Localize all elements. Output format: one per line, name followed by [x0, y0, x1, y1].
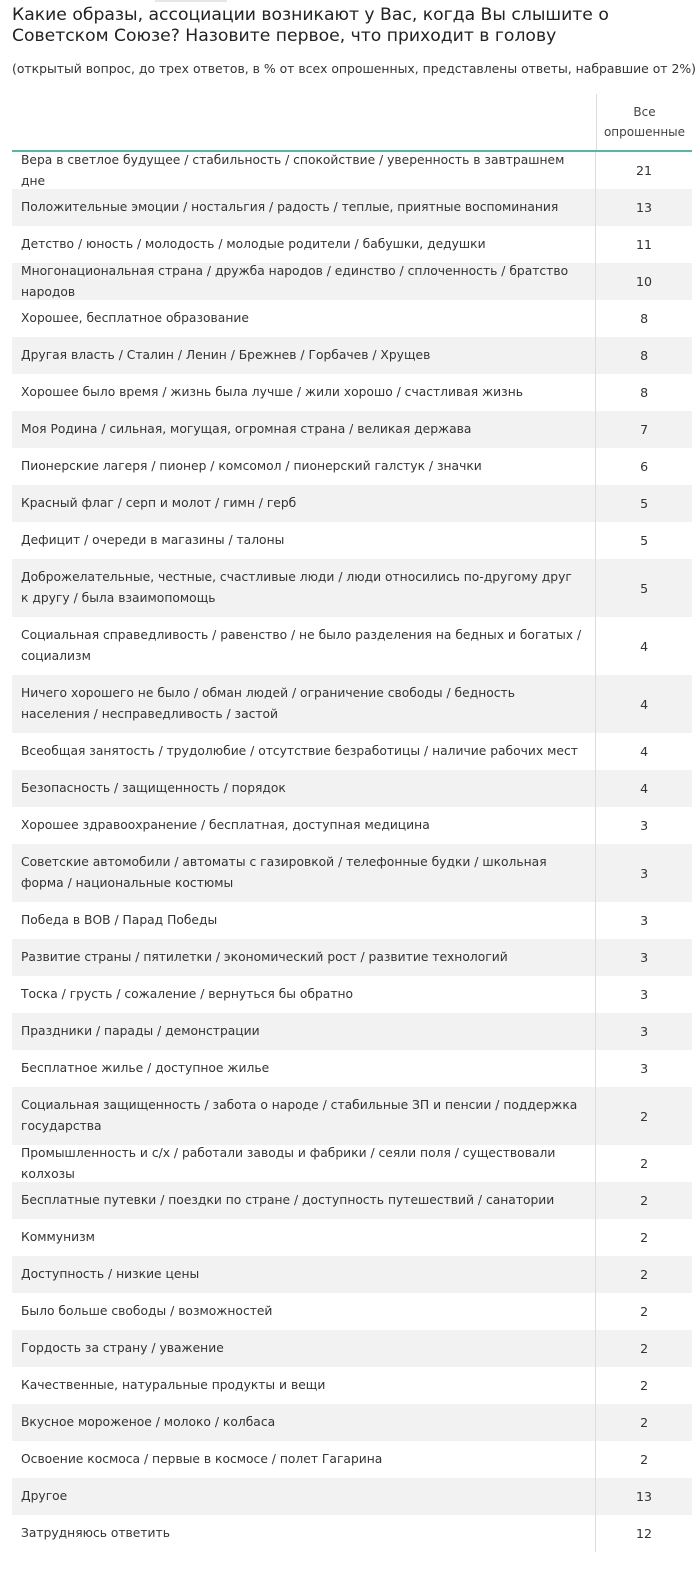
table-row	[12, 189, 692, 226]
row-label: Победа в ВОВ / Парад Победы	[21, 913, 218, 927]
table-row	[12, 485, 692, 522]
row-label: Детство / юность / молодость / молодые родители / бабушки, дедушки	[21, 237, 486, 251]
row-label: Затрудняюсь ответить	[21, 1526, 170, 1540]
row-label: Доступность / низкие цены	[21, 1267, 200, 1281]
table-row	[12, 1256, 692, 1293]
row-label: Качественные, натуральные продукты и вещи	[21, 1378, 326, 1392]
table-row	[12, 374, 692, 411]
row-value: 3	[595, 1050, 692, 1087]
row-label: Безопасность / защищенность / порядок	[21, 781, 286, 795]
row-label: Было больше свободы / возможностей	[21, 1304, 273, 1318]
row-value: 2	[595, 1367, 692, 1404]
table-row	[12, 263, 692, 300]
row-value: 13	[595, 1478, 692, 1515]
row-label: Бесплатное жилье / доступное жилье	[21, 1061, 270, 1075]
row-label: Хорошее здравоохранение / бесплатная, доступная медицина	[21, 818, 430, 832]
row-label: Красный флаг / серп и молот / гимн / герб	[21, 496, 297, 510]
table-row	[12, 226, 692, 263]
table-row	[12, 1182, 692, 1219]
row-value: 3	[595, 844, 692, 902]
table-row	[12, 411, 692, 448]
row-label: Другое	[21, 1489, 68, 1503]
row-value: 5	[595, 522, 692, 559]
table-row	[12, 1330, 692, 1367]
table-row	[12, 300, 692, 337]
row-label: Вкусное мороженое / молоко / колбаса	[21, 1415, 276, 1429]
table-row	[12, 902, 692, 939]
row-label: Дефицит / очереди в магазины / талоны	[21, 533, 285, 547]
results-table	[12, 94, 692, 1552]
row-value: 2	[595, 1145, 692, 1182]
question-subtitle: (открытый вопрос, до трех ответов, в % от всех опрошенных, представлены ответы, набравшие от 2%)	[12, 61, 696, 76]
table-row	[12, 152, 692, 189]
row-value: 4	[595, 770, 692, 807]
table-row	[12, 1515, 692, 1552]
row-value: 3	[595, 902, 692, 939]
top-divider	[155, 0, 227, 2]
row-value: 7	[595, 411, 692, 448]
table-body	[12, 152, 692, 1552]
row-label: Социальная защищенность / забота о народе / стабильные ЗП и пенсии / поддержка государства	[21, 1098, 578, 1133]
row-value: 8	[595, 374, 692, 411]
row-value: 3	[595, 807, 692, 844]
row-value: 2	[595, 1293, 692, 1330]
row-label: Моя Родина / сильная, могущая, огромная страна / великая держава	[21, 422, 472, 436]
row-label: Промышленность и с/х / работали заводы и фабрики / сеяли поля / существовали колхозы	[21, 1145, 556, 1181]
row-value: 8	[595, 300, 692, 337]
row-label: Хорошее, бесплатное образование	[21, 311, 249, 325]
row-label: Доброжелательные, честные, счастливые люди / люди относились по-другому друг к другу / была взаимопомощь	[21, 570, 572, 605]
row-value: 2	[595, 1441, 692, 1478]
table-row	[12, 1478, 692, 1515]
row-label: Многонациональная страна / дружба народов / единство / сплоченность / братство народов	[21, 263, 569, 299]
row-value: 4	[595, 733, 692, 770]
table-row	[12, 522, 692, 559]
row-value: 3	[595, 939, 692, 976]
table-row	[12, 976, 692, 1013]
row-label: Другая власть / Сталин / Ленин / Брежнев / Горбачев / Хрущев	[21, 348, 431, 362]
row-value: 10	[595, 263, 692, 300]
table-row	[12, 675, 692, 733]
row-label: Гордость за страну / уважение	[21, 1341, 224, 1355]
table-row	[12, 770, 692, 807]
row-value: 4	[595, 675, 692, 733]
table-row	[12, 559, 692, 617]
row-value: 12	[595, 1515, 692, 1552]
row-label: Советские автомобили / автоматы с газировкой / телефонные будки / школьная форма / национальные костюмы	[21, 855, 547, 890]
table-row	[12, 1293, 692, 1330]
table-row	[12, 1050, 692, 1087]
row-value: 3	[595, 976, 692, 1013]
table-row	[12, 807, 692, 844]
question-title: Какие образы, ассоциации возникают у Вас, когда Вы слышите о Советском Союзе? Назовите первое, что приходит в голову	[12, 5, 609, 46]
row-value: 5	[595, 485, 692, 522]
table-row	[12, 448, 692, 485]
table-row	[12, 1145, 692, 1182]
table-row	[12, 1367, 692, 1404]
row-value: 5	[595, 559, 692, 617]
row-value: 2	[595, 1330, 692, 1367]
table-row	[12, 1013, 692, 1050]
row-value: 11	[595, 226, 692, 263]
row-label: Ничего хорошего не было / обман людей / ограничение свободы / бедность населения / несправедливость / застой	[21, 686, 515, 721]
table-row	[12, 1404, 692, 1441]
row-value: 8	[595, 337, 692, 374]
row-label: Социальная справедливость / равенство / не было разделения на бедных и богатых / социализм	[21, 628, 582, 663]
row-label: Тоска / грусть / сожаление / вернуться бы обратно	[21, 987, 354, 1001]
row-value: 2	[595, 1182, 692, 1219]
row-label: Бесплатные путевки / поездки по стране / доступность путешествий / санатории	[21, 1193, 555, 1207]
row-value: 4	[595, 617, 692, 675]
table-row	[12, 617, 692, 675]
table-row	[12, 733, 692, 770]
table-row	[12, 1441, 692, 1478]
table-row	[12, 1087, 692, 1145]
row-value: 2	[595, 1219, 692, 1256]
row-label: Хорошее было время / жизнь была лучше / жили хорошо / счастливая жизнь	[21, 385, 524, 399]
table-row	[12, 844, 692, 902]
table-row	[12, 1219, 692, 1256]
row-value: 2	[595, 1256, 692, 1293]
table-row	[12, 337, 692, 374]
row-value: 3	[595, 1013, 692, 1050]
row-label: Положительные эмоции / ностальгия / радость / теплые, приятные воспоминания	[21, 200, 559, 214]
row-value: 2	[595, 1404, 692, 1441]
column-header-all-respondents: Все опрошенные	[596, 94, 692, 150]
row-value: 13	[595, 189, 692, 226]
table-row	[12, 939, 692, 976]
row-value: 21	[595, 152, 692, 189]
table-header	[12, 94, 692, 152]
row-label: Всеобщая занятость / трудолюбие / отсутствие безработицы / наличие рабочих мест	[21, 744, 578, 758]
row-value: 2	[595, 1087, 692, 1145]
row-label: Развитие страны / пятилетки / экономический рост / развитие технологий	[21, 950, 508, 964]
row-label: Вера в светлое будущее / стабильность / спокойствие / уверенность в завтрашнем дне	[21, 152, 565, 188]
row-value: 6	[595, 448, 692, 485]
row-label: Коммунизм	[21, 1230, 95, 1244]
row-label: Пионерские лагеря / пионер / комсомол / пионерский галстук / значки	[21, 459, 482, 473]
row-label: Праздники / парады / демонстрации	[21, 1024, 260, 1038]
row-label: Освоение космоса / первые в космосе / полет Гагарина	[21, 1452, 383, 1466]
